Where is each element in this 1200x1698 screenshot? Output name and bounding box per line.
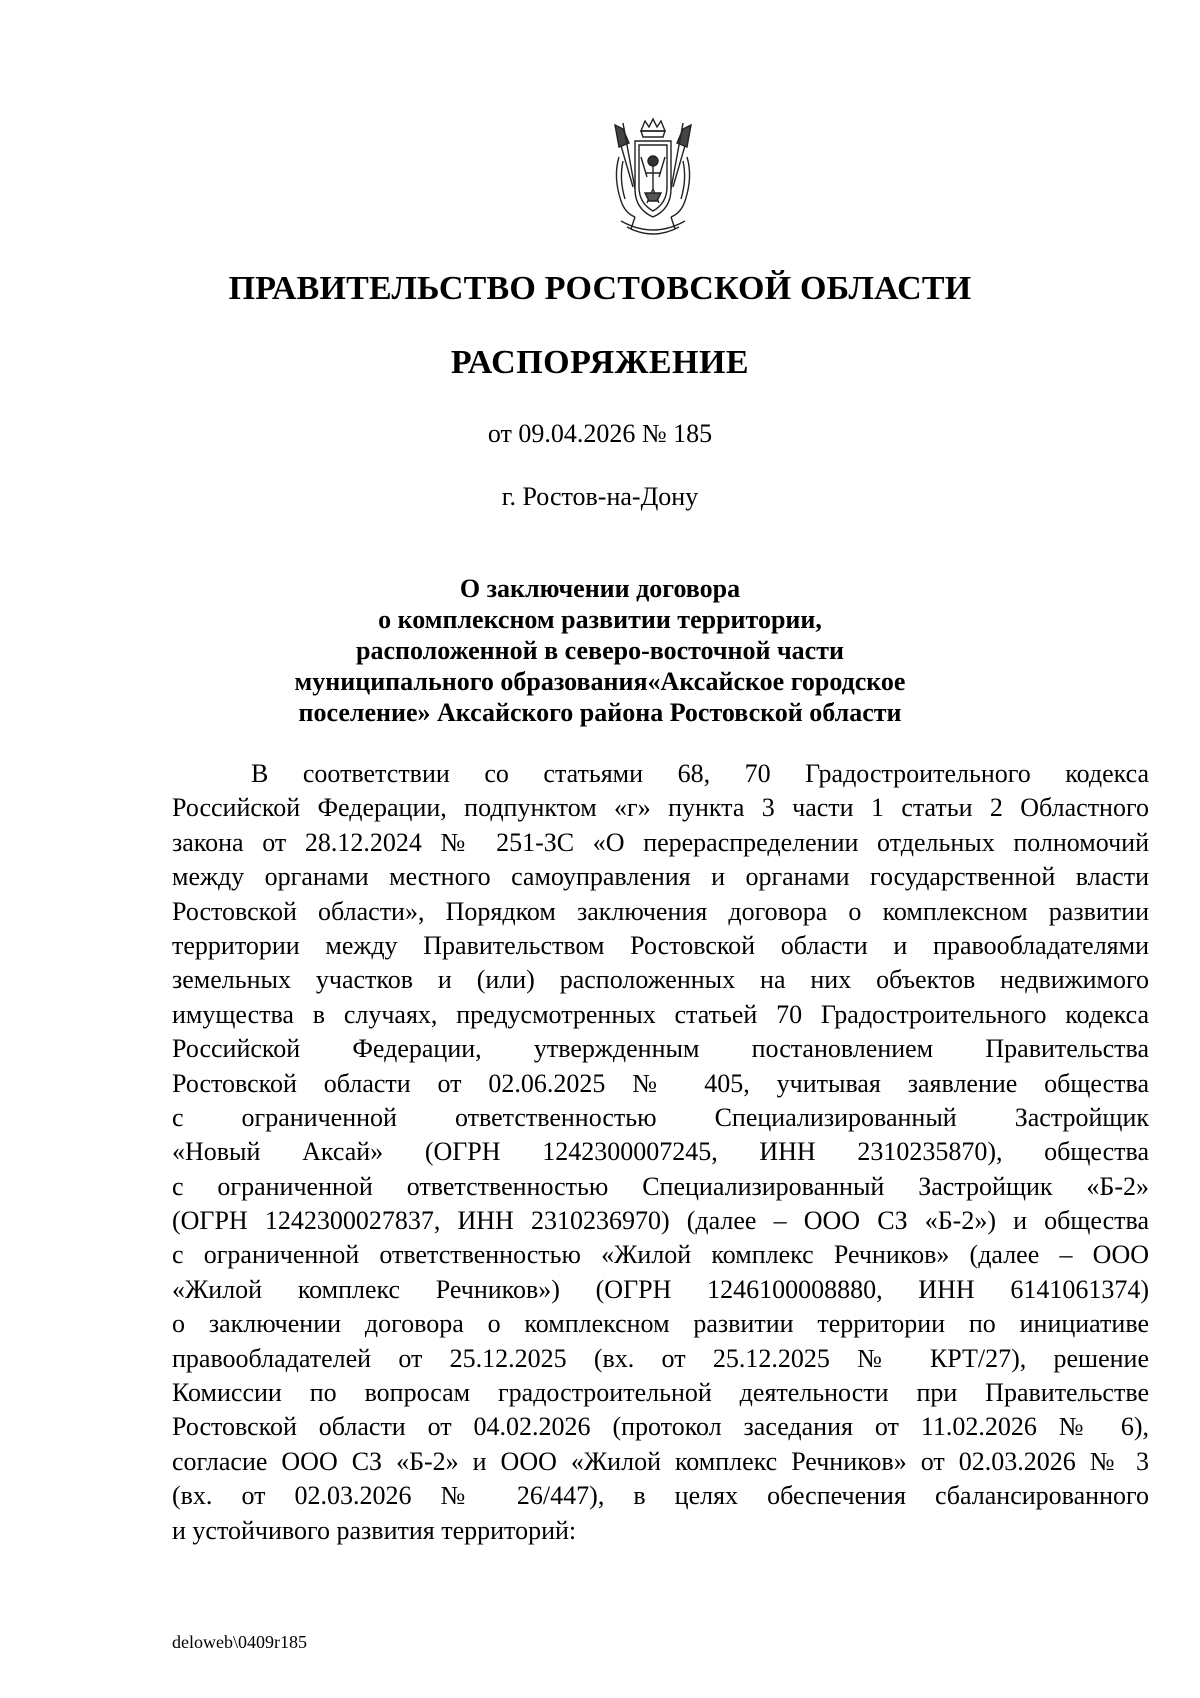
body-line: территории между Правительством Ростовской области и правообладателями xyxy=(172,930,1149,960)
body-line: земельных участков и (или) расположенных на них объектов недвижимого xyxy=(172,965,1149,995)
title-line: поселение» Аксайского района Ростовской области xyxy=(298,698,902,727)
body-line: Ростовской области от 02.06.2025 № 405, учитывая заявление общества xyxy=(172,1068,1149,1098)
body-line: с ограниченной ответственностью Специализированный Застройщик «Б-2» xyxy=(172,1171,1149,1201)
document-title xyxy=(240,573,960,728)
body-line: «Новый Аксай» (ОГРН 1242300007245, ИНН 2310235870), общества xyxy=(172,1137,1149,1167)
body-line: закона от 28.12.2024 № 251-ЗС «О перераспределении отдельных полномочий xyxy=(172,827,1149,857)
body-line: (ОГРН 1242300027837, ИНН 2310236970) (далее – ООО СЗ «Б-2») и общества xyxy=(172,1206,1149,1236)
organization-name: ПРАВИТЕЛЬСТВО РОСТОВСКОЙ ОБЛАСТИ xyxy=(228,270,972,307)
document-body xyxy=(172,757,1149,1548)
body-line: между органами местного самоуправления и органами государственной власти xyxy=(172,862,1149,892)
body-line: Ростовской области от 04.02.2026 (протокол заседания от 11.02.2026 № 6), xyxy=(172,1412,1149,1442)
body-line: Ростовской области», Порядком заключения договора о комплексном развитии xyxy=(172,896,1149,926)
body-line: и устойчивого развития территорий: xyxy=(172,1515,577,1545)
document-type: РАСПОРЯЖЕНИЕ xyxy=(450,344,750,381)
body-line: В соответствии со статьями 68, 70 Градостроительного кодекса xyxy=(251,759,1149,788)
document-date-number: от 09.04.2026 № 185 xyxy=(487,419,713,448)
body-line: Комиссии по вопросам градостроительной деятельности при Правительстве xyxy=(172,1378,1149,1408)
body-line: согласие ООО СЗ «Б-2» и ООО «Жилой комплекс Речников» от 02.03.2026 № 3 xyxy=(172,1446,1149,1476)
body-line: (вх. от 02.03.2026 № 26/447), в целях обеспечения сбалансированного xyxy=(172,1481,1149,1511)
document-city: г. Ростов-на-Дону xyxy=(501,482,699,511)
body-line: Российской Федерации, подпунктом «г» пункта 3 части 1 статьи 2 Областного xyxy=(172,793,1149,823)
title-line: о комплексном развитии территории, xyxy=(378,605,822,634)
title-line: О заключении договора xyxy=(459,574,741,603)
body-line: правообладателей от 25.12.2025 (вх. от 25.12.2025 № КРТ/27), решение xyxy=(172,1343,1149,1373)
title-line: расположенной в северо-восточной части xyxy=(356,636,844,665)
document-code: deloweb\0409r185 xyxy=(172,1632,307,1652)
body-line: с ограниченной ответственностью Специализированный Застройщик xyxy=(172,1102,1149,1132)
body-line: с ограниченной ответственностью «Жилой комплекс Речников» (далее – ООО xyxy=(172,1240,1149,1270)
body-line: имущества в случаях, предусмотренных статьей 70 Градостроительного кодекса xyxy=(172,999,1149,1029)
body-line: о заключении договора о комплексном развитии территории по инициативе xyxy=(172,1309,1149,1339)
coat-of-arms-icon xyxy=(605,117,701,239)
title-line: муниципального образования«Аксайское городское xyxy=(294,667,906,696)
body-line: «Жилой комплекс Речников») (ОГРН 1246100008880, ИНН 6141061374) xyxy=(172,1274,1149,1304)
body-line: Российской Федерации, утвержденным постановлением Правительства xyxy=(172,1034,1149,1064)
